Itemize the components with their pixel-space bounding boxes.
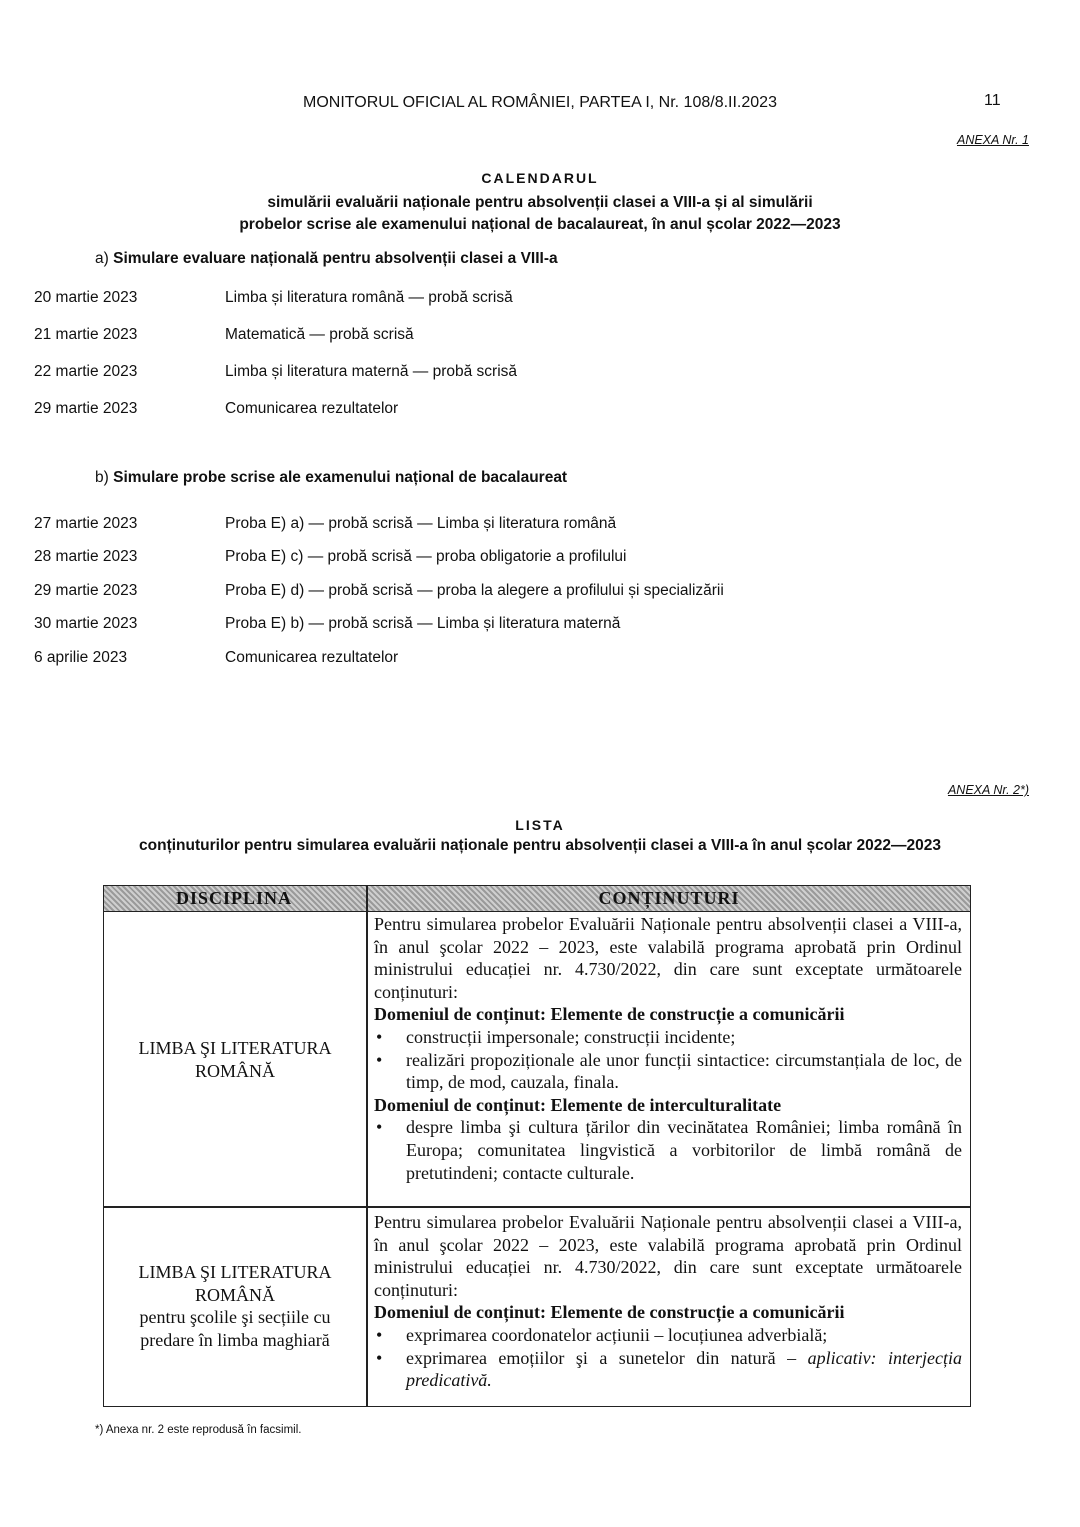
column-divider <box>366 886 368 1406</box>
list-item <box>374 1026 962 1049</box>
event-date: 27 martie 2023 <box>34 515 138 532</box>
event-date: 29 martie 2023 <box>34 400 138 417</box>
list-item <box>34 548 1034 568</box>
event-description: Proba E) d) — probă scrisă — proba la alegere a profilului și specializării <box>225 582 724 599</box>
list-item <box>34 649 1034 669</box>
event-date: 29 martie 2023 <box>34 582 138 599</box>
row-divider <box>104 1206 970 1208</box>
bullet-text-italic: aplicativ: interjecția predicativă. <box>406 1347 962 1391</box>
annex-2-label: ANEXA Nr. 2*) <box>947 783 1029 797</box>
list-item <box>34 363 1034 383</box>
table-row-2-discipline <box>104 1261 366 1351</box>
list-item <box>34 289 1034 309</box>
event-description: Limba și literatura română — probă scrisă <box>225 289 513 306</box>
discipline-name: LIMBA ŞI LITERATURA <box>138 1262 332 1282</box>
discipline-name: LIMBA ŞI LITERATURA <box>138 1038 332 1058</box>
bullet-text: construcții impersonale; construcții incidente; <box>406 1026 736 1047</box>
bullet-icon: • <box>376 1026 383 1047</box>
bullet-icon: • <box>376 1347 383 1368</box>
list-item <box>34 326 1034 346</box>
table-header <box>104 886 970 912</box>
section-a-prefix: a) <box>95 250 109 267</box>
table-row-1-contents <box>374 913 962 1184</box>
content-domain-heading: Domeniul de conținut: Elemente de interculturalitate <box>374 1094 782 1115</box>
list-item <box>374 1324 962 1347</box>
page-number: 11 <box>984 92 1001 109</box>
annex-1-subtitle-line1: simulării evaluării naționale pentru absolvenții clasei a VIII-a și al simulării <box>267 194 813 211</box>
section-b-prefix: b) <box>95 469 109 486</box>
section-a-heading <box>95 250 558 268</box>
content-domain-heading: Domeniul de conținut: Elemente de construcție a comunicării <box>374 1302 845 1323</box>
section-a-title: Simulare evaluare națională pentru absolvenții clasei a VIII-a <box>113 250 558 267</box>
table-row-2-contents <box>374 1211 962 1392</box>
annex-1-label: ANEXA Nr. 1 <box>956 133 1029 147</box>
content-domain-heading: Domeniul de conținut: Elemente de construcție a comunicării <box>374 1004 845 1025</box>
running-header: MONITORUL OFICIAL AL ROMÂNIEI, PARTEA I, Nr. 108/8.II.2023 <box>303 94 777 111</box>
column-header-contents: CONȚINUTURI <box>366 886 971 911</box>
bullet-text: exprimarea emoțiilor şi a sunetelor din natură – <box>406 1347 808 1368</box>
discipline-note: pentru şcolile şi secțiile cu <box>139 1307 331 1328</box>
event-date: 20 martie 2023 <box>34 289 138 306</box>
event-description: Matematică — probă scrisă <box>225 326 414 343</box>
list-item <box>34 515 1034 535</box>
annex-1-title: CALENDARUL <box>481 170 599 186</box>
table-row-1-discipline <box>104 1037 366 1082</box>
bullet-icon: • <box>376 1324 383 1345</box>
list-item <box>34 615 1034 635</box>
event-description: Limba și literatura maternă — probă scrisă <box>225 363 518 380</box>
event-description: Proba E) c) — probă scrisă — proba obligatorie a profilului <box>225 548 627 565</box>
discipline-name: ROMÂNĂ <box>194 1060 275 1081</box>
section-b-title: Simulare probe scrise ale examenului național de bacalaureat <box>113 469 568 486</box>
event-date: 21 martie 2023 <box>34 326 138 343</box>
event-date: 22 martie 2023 <box>34 363 138 380</box>
list-item <box>374 1347 962 1392</box>
footnote: *) Anexa nr. 2 este reprodusă în facsimil. <box>95 1424 302 1436</box>
annex-2-title: LISTA <box>515 817 565 833</box>
contents-intro: Pentru simularea probelor Evaluării Naționale pentru absolvenții clasei a VIII-a, în anul şcolar 2022 – 2023, este valabilă programa aprobată prin Ordinul ministrului educației nr. 4.730/2022, din care sunt exceptate următoarele conținuturi: <box>374 1212 962 1300</box>
bullet-text: realizări propoziționale ale unor funcții sintactice: circumstanțiala de loc, de timp, de mod, cauzala, finala. <box>406 1049 962 1093</box>
discipline-name: ROMÂNĂ <box>194 1284 275 1305</box>
event-date: 28 martie 2023 <box>34 548 138 565</box>
bullet-icon: • <box>376 1049 383 1070</box>
list-item <box>374 1116 962 1184</box>
annex-2-subtitle: conținuturilor pentru simularea evaluării naționale pentru absolvenții clasei a VIII-a în anul școlar 2022—2023 <box>139 837 941 854</box>
column-header-discipline: DISCIPLINA <box>175 888 293 908</box>
event-description: Proba E) b) — probă scrisă — Limba și literatura maternă <box>225 615 621 632</box>
event-date: 6 aprilie 2023 <box>34 649 128 666</box>
bullet-text: exprimarea coordonatelor acțiunii – locuțiunea adverbială; <box>406 1324 828 1345</box>
bullet-icon: • <box>376 1117 383 1138</box>
list-item <box>374 1049 962 1094</box>
event-description: Proba E) a) — probă scrisă — Limba și literatura română <box>225 515 617 532</box>
contents-intro: Pentru simularea probelor Evaluării Naționale pentru absolvenții clasei a VIII-a, în anul şcolar 2022 – 2023, este valabilă programa aprobată prin Ordinul ministrului educației nr. 4.730/2022, din care sunt exceptate următoarele conținuturi: <box>374 914 962 1002</box>
bullet-text: despre limba şi cultura țărilor din vecinătatea României; limba română în Europa; comunitatea lingvistică a vorbitorilor de limbă română de pretutindeni; contacte culturale. <box>406 1117 962 1183</box>
annex-1-subtitle-line2: probelor scrise ale examenului național de bacalaureat, în anul școlar 2022—2023 <box>239 216 841 233</box>
event-date: 30 martie 2023 <box>34 615 138 632</box>
section-b-heading <box>95 469 567 487</box>
list-item <box>34 400 1034 420</box>
contents-table <box>103 885 971 1407</box>
event-description: Comunicarea rezultatelor <box>225 649 399 666</box>
event-description: Comunicarea rezultatelor <box>225 400 399 417</box>
discipline-note: predare în limba maghiară <box>140 1329 330 1350</box>
list-item <box>34 582 1034 602</box>
